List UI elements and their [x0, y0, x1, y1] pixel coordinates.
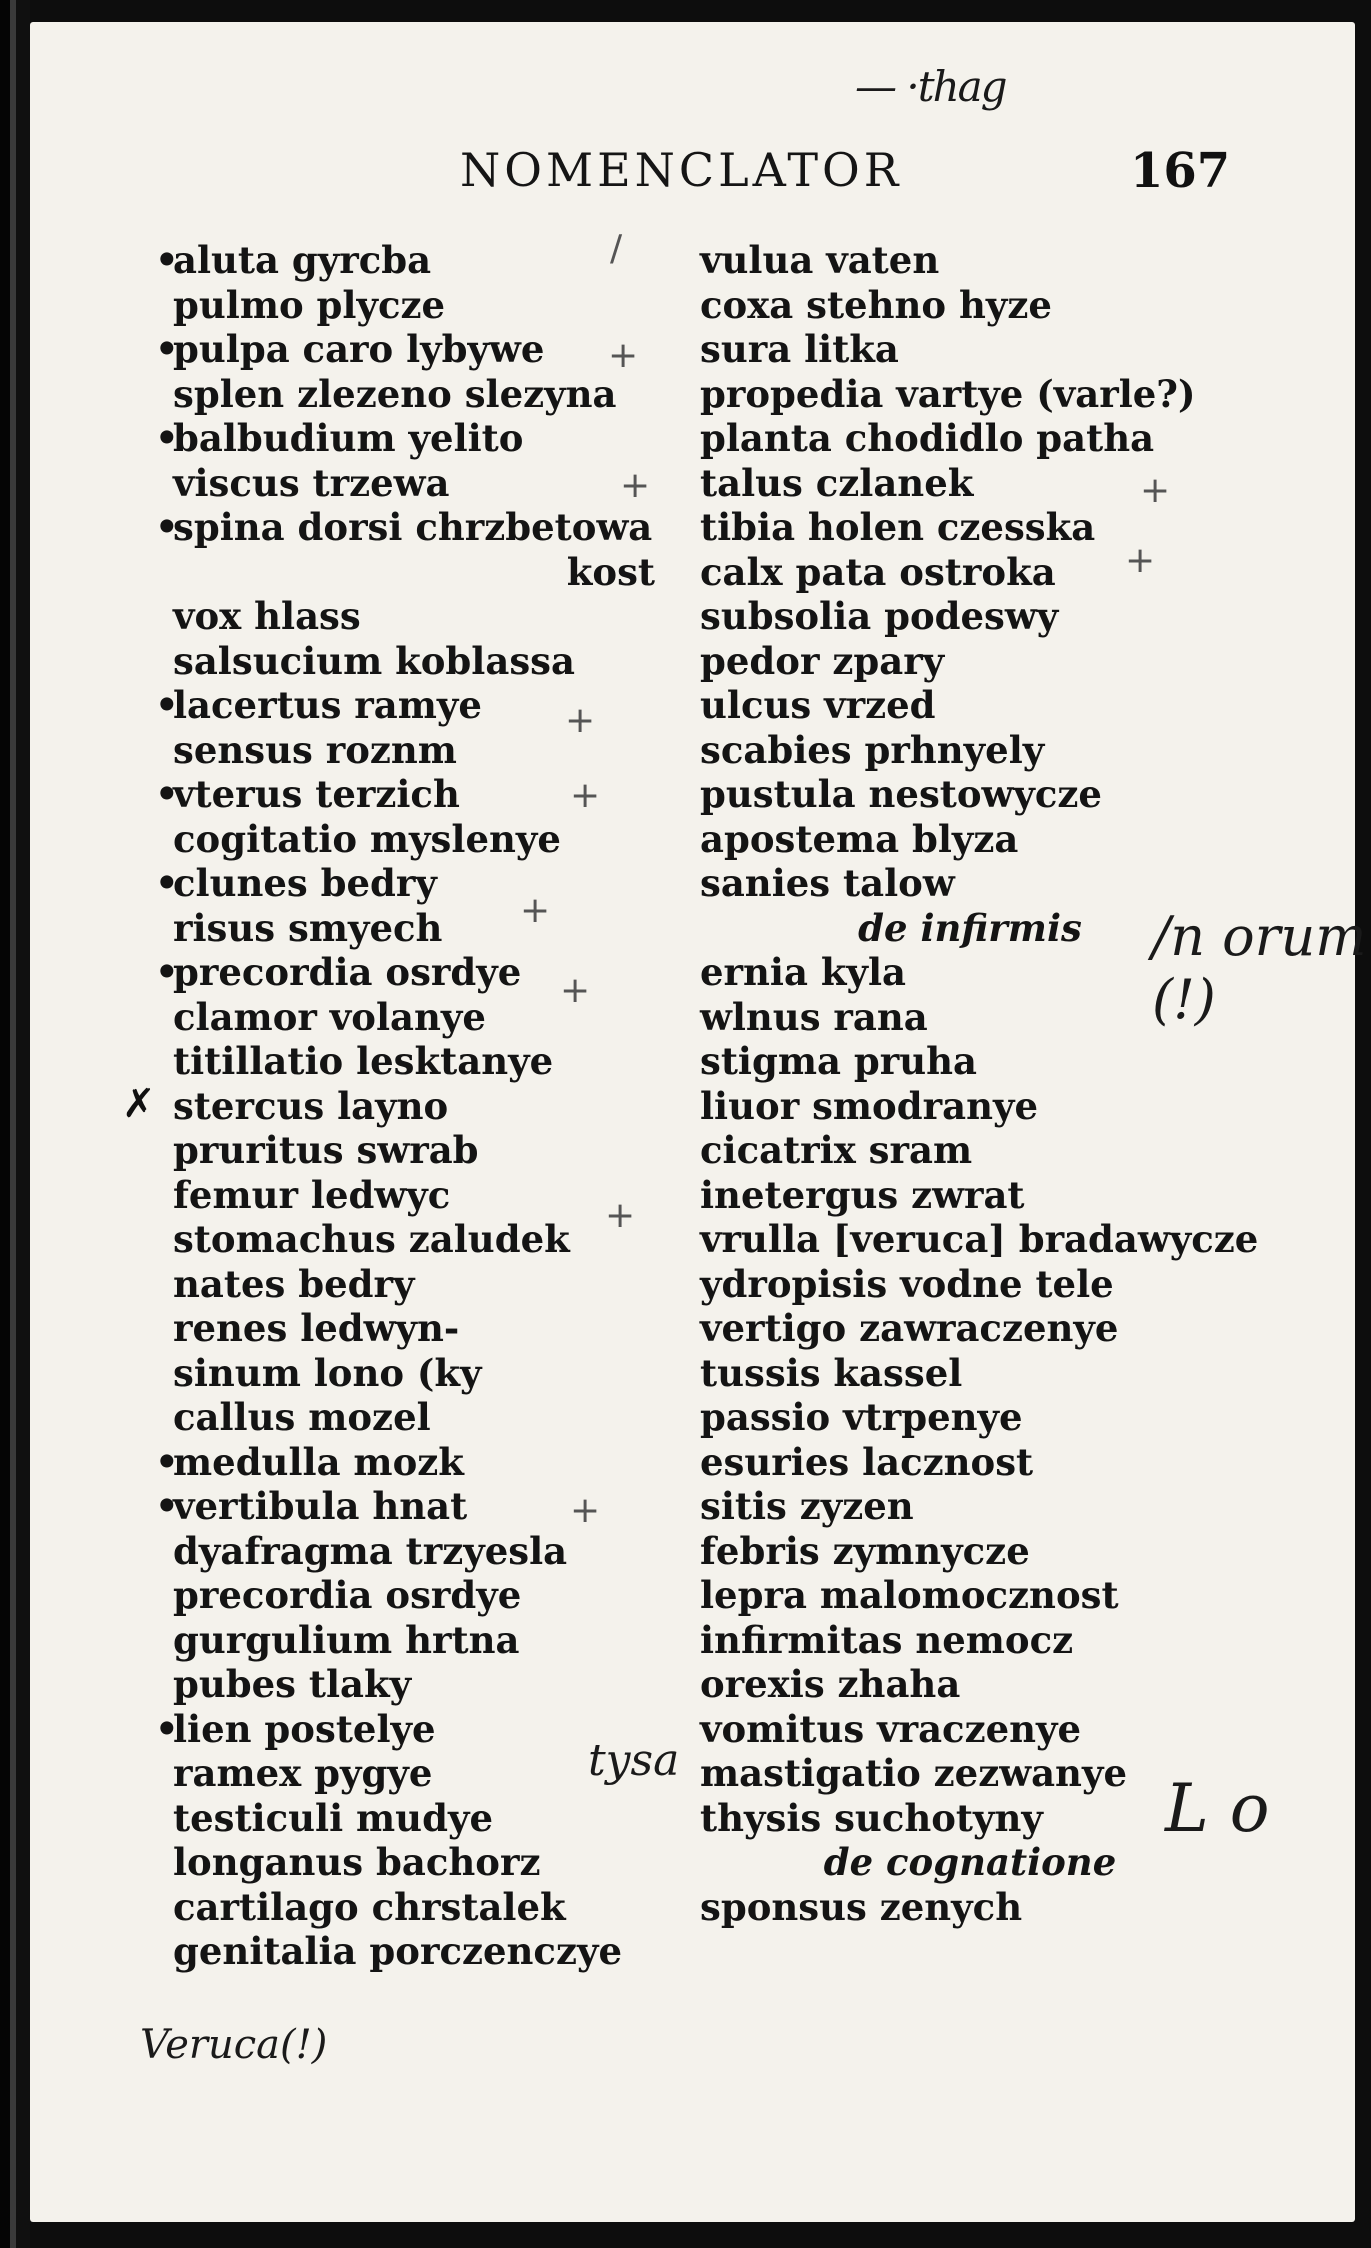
right-column-entry-text: febris zymnycze	[700, 1528, 1030, 1573]
right-column-entry	[700, 283, 1240, 328]
right-column-entry-text: inetergus zwrat	[700, 1172, 1025, 1217]
right-column-entry	[700, 1484, 1240, 1529]
left-column-entry-text: sinum lono (ky	[173, 1350, 482, 1395]
left-column-entry-text: lien postelye	[173, 1706, 436, 1751]
left-column-entry-text: dyafragma trzyesla	[173, 1528, 568, 1573]
right-column-entry	[700, 416, 1240, 461]
left-column-entry-text: pulpa caro lybywe	[173, 327, 545, 371]
right-column-entry-text: ernia kyla	[700, 950, 907, 994]
left-column-entry	[155, 639, 655, 684]
left-column-entry	[155, 1707, 655, 1752]
tick-mark-icon: +	[565, 700, 596, 741]
left-column-entry	[155, 461, 655, 506]
x-mark-icon: ✗	[122, 1081, 156, 1127]
left-column-entry-text: risus smyech	[173, 905, 443, 950]
bullet-icon: •	[155, 1484, 179, 1528]
left-column-entry-text: longanus bachorz	[173, 1840, 541, 1884]
right-column-entry	[700, 1306, 1240, 1351]
right-column-entry-text: propedia vartye (varle?)	[700, 371, 1196, 416]
right-column-entry-text: liuor smodranye	[700, 1083, 1039, 1128]
left-column-entry	[155, 1084, 655, 1129]
right-column-entry-text: tussis kassel	[700, 1350, 963, 1395]
right-column-entry-text: vomitus vraczenye	[700, 1706, 1082, 1751]
left-column-entry	[155, 1529, 655, 1574]
left-column-entry-text: testiculi mudye	[173, 1795, 493, 1840]
bullet-icon: •	[155, 505, 179, 549]
left-column-entry	[155, 1262, 655, 1307]
left-column-entry-text: aluta gyrcba	[173, 238, 432, 282]
left-column-list	[155, 238, 655, 1974]
right-column-entry-text: de infirmis	[858, 905, 1082, 950]
tick-mark-icon: +	[520, 890, 551, 931]
right-column-entry	[700, 1840, 1240, 1885]
left-column-entry-text: clunes bedry	[173, 861, 437, 905]
left-column-entry	[155, 238, 655, 283]
left-column-entry-text: vertibula hnat	[173, 1484, 468, 1528]
right-column-entry-text: sanies talow	[700, 861, 955, 905]
right-column-entry-text: thysis suchotyny	[700, 1795, 1043, 1840]
left-column-entry-text: gurgulium hrtna	[173, 1617, 520, 1662]
right-column-entry	[700, 1529, 1240, 1574]
right-column-entry-text: vulua vaten	[700, 238, 940, 282]
left-column-entry	[155, 505, 655, 550]
right-column-entry	[700, 683, 1240, 728]
handwritten-note-margin-lower: L o	[1165, 1770, 1270, 1847]
left-column-entry	[155, 1128, 655, 1173]
right-column-entry-text: tibia holen czesska	[700, 505, 1096, 549]
left-column-entry	[155, 1751, 655, 1796]
left-column-entry	[155, 416, 655, 461]
right-column-entry	[700, 1440, 1240, 1485]
right-column-entry-text: coxa stehno hyze	[700, 282, 1052, 327]
tick-mark-icon: /	[610, 228, 623, 269]
left-column-entry	[155, 550, 655, 595]
right-column-entry	[700, 1084, 1240, 1129]
right-column-entry	[700, 772, 1240, 817]
right-column-entry-text: mastigatio zezwanye	[700, 1751, 1127, 1795]
right-column-entry-text: stigma pruha	[700, 1039, 977, 1083]
right-column-entry	[700, 1573, 1240, 1618]
handwritten-note-top: — ·thag	[855, 62, 1006, 111]
left-column-entry	[155, 1840, 655, 1885]
right-column-entry-text: subsolia podeswy	[700, 594, 1059, 638]
right-column-entry	[700, 1662, 1240, 1707]
right-column-entry-text: infirmitas nemocz	[700, 1617, 1074, 1662]
left-column-entry	[155, 1929, 655, 1974]
left-column-entry-text: salsucium koblassa	[173, 638, 575, 683]
right-column-entry	[700, 550, 1240, 595]
tick-mark-icon: +	[570, 1490, 601, 1531]
right-column-entry-text: sura litka	[700, 327, 899, 371]
bullet-icon: •	[155, 327, 179, 371]
right-column-entry	[700, 372, 1240, 417]
right-column-entry	[700, 861, 1240, 906]
right-column-entry	[700, 505, 1240, 550]
left-column-entry-text: spina dorsi chrzbetowa	[173, 505, 653, 549]
left-column-entry-text: cogitatio myslenye	[173, 816, 561, 861]
bullet-icon: •	[155, 1439, 179, 1484]
right-column-entry	[700, 1039, 1240, 1084]
left-column-entry	[155, 1618, 655, 1663]
left-column-entry-text: kost	[566, 549, 655, 594]
left-column-entry-text: renes ledwyn-	[173, 1306, 460, 1350]
handwritten-note-margin: /n orum (!)	[1152, 905, 1367, 1031]
left-column-entry	[155, 1173, 655, 1218]
right-column-entry-text: ydropisis vodne tele	[700, 1261, 1114, 1306]
bullet-icon: •	[155, 950, 179, 994]
page-number: 167	[1130, 143, 1231, 199]
right-column-entry	[700, 1796, 1240, 1841]
right-column-entry-text: orexis zhaha	[700, 1662, 961, 1706]
right-column-entry	[700, 1217, 1259, 1262]
bullet-icon: •	[155, 1706, 179, 1751]
right-column-entry	[700, 1351, 1240, 1396]
left-column-entry	[155, 1662, 655, 1707]
right-column-entry	[700, 1707, 1240, 1752]
left-column-entry-text: cartilago chrstalek	[173, 1884, 566, 1929]
right-column-entry	[700, 817, 1240, 862]
tick-mark-icon: +	[1140, 470, 1171, 511]
right-column-entry-text: scabies prhnyely	[700, 727, 1045, 772]
bullet-icon: •	[155, 683, 179, 727]
right-column-entry-text: apostema blyza	[700, 816, 1019, 861]
left-column-entry	[155, 906, 655, 951]
left-column-entry-text: balbudium yelito	[173, 416, 524, 460]
right-column-entry	[700, 327, 1240, 372]
left-column-entry	[155, 1573, 655, 1618]
left-column-entry-text: stercus layno	[173, 1083, 449, 1128]
left-column-entry-text: splen zlezeno slezyna	[173, 371, 617, 416]
right-column-entry-text: cicatrix sram	[700, 1128, 973, 1172]
tick-mark-icon: +	[560, 970, 591, 1011]
right-column-entry-text: pedor zpary	[700, 638, 945, 683]
right-column-entry	[700, 238, 1240, 283]
left-column-entry	[155, 1796, 655, 1841]
left-column-entry	[155, 1217, 655, 1262]
handwritten-note-middle: tysa	[588, 1735, 680, 1786]
right-column-entry	[700, 1885, 1240, 1930]
tick-mark-icon: +	[608, 335, 639, 376]
handwritten-note-bottom: Veruca(!)	[140, 2022, 328, 2068]
left-column-entry	[155, 372, 655, 417]
right-column-entry-text: vrulla [veruca] bradawycze	[700, 1217, 1259, 1261]
left-column-entry-text: titillatio lesktanye	[173, 1039, 554, 1083]
bullet-icon: •	[155, 416, 179, 460]
right-column-entry	[700, 1173, 1240, 1218]
right-column-entry	[700, 1128, 1240, 1173]
right-column-entry-text: calx pata ostroka	[700, 549, 1056, 594]
right-column-entry-text: de cognatione	[823, 1840, 1117, 1884]
tick-mark-icon: +	[570, 775, 601, 816]
right-column-entry-text: pustula nestowycze	[700, 772, 1102, 816]
right-column-entry	[700, 639, 1240, 684]
right-column-entry-text: sponsus zenych	[700, 1884, 1023, 1929]
left-column-entry-text: ramex pygye	[173, 1751, 433, 1795]
tick-mark-icon: +	[605, 1195, 636, 1236]
right-column-entry-text: passio vtrpenye	[700, 1395, 1023, 1439]
left-column-entry	[155, 594, 655, 639]
right-column-entry-text: sitis zyzen	[700, 1484, 914, 1528]
left-column-entry-text: nates bedry	[173, 1261, 415, 1306]
left-column-entry	[155, 1306, 655, 1351]
book-spine-edge	[0, 0, 30, 2248]
left-column-entry	[155, 1440, 655, 1485]
left-column-entry-text: clamor volanye	[173, 994, 486, 1039]
left-column-entry-text: viscus trzewa	[173, 460, 450, 505]
left-column-entry-text: medulla mozk	[173, 1439, 464, 1484]
right-column-entry-text: ulcus vrzed	[700, 683, 936, 727]
right-column-entry-text: wlnus rana	[700, 994, 928, 1039]
right-column-entry	[700, 1395, 1240, 1440]
right-column-entry-text: lepra malomocznost	[700, 1573, 1119, 1617]
left-column-entry-text: vox hlass	[173, 594, 361, 638]
tick-mark-icon: +	[620, 465, 651, 506]
right-column-entry	[700, 594, 1240, 639]
bullet-icon: •	[155, 238, 179, 282]
left-column-entry	[155, 1039, 655, 1084]
left-column-entry-text: genitalia porczenczye	[173, 1929, 623, 1973]
left-column-entry	[155, 327, 655, 372]
left-column-entry	[155, 1351, 655, 1396]
bullet-icon: •	[155, 772, 179, 816]
left-column-entry-text: pubes tlaky	[173, 1662, 412, 1706]
right-column-entry	[700, 728, 1240, 773]
left-column-entry	[155, 1885, 655, 1930]
left-column-entry-text: precordia osrdye	[173, 1573, 522, 1617]
right-column-entry	[700, 1618, 1240, 1663]
right-column-entry-text: talus czlanek	[700, 460, 974, 505]
left-column-entry	[155, 817, 655, 862]
page-title: NOMENCLATOR	[460, 143, 903, 197]
tick-mark-icon: +	[1125, 540, 1156, 581]
left-column-entry-text: callus mozel	[173, 1395, 431, 1439]
left-column-entry-text: lacertus ramye	[173, 683, 482, 727]
left-column-entry-text: femur ledwyc	[173, 1172, 451, 1217]
left-column-entry-text: precordia osrdye	[173, 950, 522, 994]
left-column-entry	[155, 861, 655, 906]
right-column-entry	[700, 1751, 1240, 1796]
bullet-icon: •	[155, 861, 179, 905]
left-column-entry-text: sensus roznm	[173, 727, 457, 772]
left-column-entry-text: pulmo plycze	[173, 282, 446, 327]
right-column-entry-text: planta chodidlo patha	[700, 416, 1155, 460]
left-column-entry-text: stomachus zaludek	[173, 1217, 570, 1261]
left-column-entry-text: pruritus swrab	[173, 1128, 479, 1172]
left-column-entry-text: vterus terzich	[173, 772, 460, 816]
left-column-entry	[155, 1395, 655, 1440]
left-column-entry	[155, 283, 655, 328]
right-column-entry-text: esuries lacznost	[700, 1439, 1034, 1484]
right-column-entry-text: vertigo zawraczenye	[700, 1306, 1119, 1350]
right-column-entry	[700, 1262, 1240, 1307]
